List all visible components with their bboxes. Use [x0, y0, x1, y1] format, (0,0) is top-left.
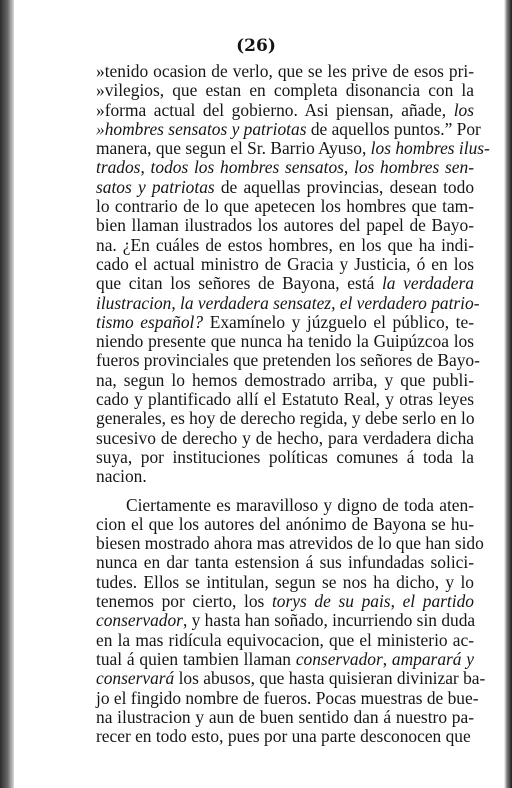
- italic-text: el partido: [402, 591, 474, 612]
- text-segment: niendo presente que nunca ha tenido la Guipúzcoa los: [96, 331, 474, 352]
- italic-text: ilustracion, la verdadera sensatez, el verdadero patrio-: [96, 292, 480, 313]
- italic-text: amparará y: [391, 648, 475, 669]
- text-segment: na ilustracion y aun de buen sentido dan á nuestro pa-: [96, 706, 474, 727]
- text-segment: que citan los señores de Bayona, está: [96, 273, 382, 294]
- text-line: [96, 350, 480, 371]
- text-segment: en la mas ridícula equivocacion, que el ministerio ac-: [96, 629, 474, 650]
- italic-text: todos los hombres sensatos: [150, 157, 344, 178]
- text-segment: fueros provinciales que pretenden los señores de Bayo-: [96, 350, 480, 371]
- text-line: [96, 592, 474, 611]
- text-line: [96, 118, 481, 139]
- text-line: [96, 650, 474, 669]
- text-line: [96, 515, 474, 534]
- text-line: [96, 216, 474, 235]
- italic-text: »hombres sensatos y patriotas: [96, 118, 307, 139]
- text-segment: de aquellas provincias, desean todo: [214, 176, 475, 197]
- text-segment: lo contrario de lo que apetecen los hombres que tam-: [96, 196, 474, 217]
- text-line: [96, 255, 474, 274]
- text-segment: nunca en dar tanta estension á sus infundadas solici-: [96, 552, 474, 573]
- text-segment: tenemos por cierto, los: [96, 591, 272, 612]
- text-segment: tual á quien tambien llaman: [96, 648, 296, 669]
- text-line: [96, 727, 474, 746]
- text-line: [96, 668, 486, 689]
- text-segment: los abusos, que hasta quisieran divinizar ba-: [174, 668, 486, 689]
- text-segment: cado el actual ministro de Gracia y Justicia, ó en los: [96, 253, 474, 274]
- text-segment: biesen mostrado ahora mas atrevidos de lo que han sido: [96, 533, 484, 554]
- italic-text: los hombres ilus-: [370, 138, 490, 159]
- italic-text: satos y patriotas: [96, 176, 215, 197]
- text-line: [96, 81, 474, 100]
- text-line: [96, 390, 474, 409]
- text-segment: generales, es hoy de derecho regida, y debe serlo en lo: [96, 408, 475, 429]
- text-line: [96, 101, 474, 120]
- text-segment: nacion.: [96, 466, 147, 487]
- text-segment: »tenido ocasion de verlo, que se les prive de esos pri-: [96, 61, 474, 81]
- text-segment: cion el que los autores del anónimo de Bayona se hu-: [96, 513, 474, 534]
- paragraph: [96, 61, 490, 487]
- text-line: [96, 448, 474, 467]
- text-line: [96, 429, 474, 448]
- text-line: [96, 631, 474, 650]
- text-line: [96, 409, 474, 428]
- text-line: [96, 467, 474, 486]
- text-segment: na, segun lo hemos demostrado arriba, y que publi-: [96, 369, 474, 390]
- text-segment: »vilegios, que estan en completa disonancia con la: [96, 80, 474, 101]
- italic-text: tismo español?: [96, 311, 204, 332]
- body-text: [96, 61, 490, 747]
- text-line: [96, 138, 490, 159]
- text-line: [96, 573, 474, 592]
- text-line: [96, 687, 479, 708]
- text-segment: bien llaman ilustrados los autores del papel de Bayo-: [96, 215, 474, 236]
- text-line: [96, 553, 474, 572]
- paragraph: [96, 494, 486, 747]
- text-line: [96, 292, 480, 313]
- text-line: [96, 496, 474, 515]
- text-line: [96, 274, 474, 293]
- italic-text: torys de su pais: [271, 591, 391, 612]
- text-line: [96, 611, 474, 630]
- text-segment: ,: [140, 157, 151, 178]
- text-line: [96, 708, 474, 727]
- text-segment: sucesivo de derecho y de hecho, para verdadera dicha: [96, 427, 474, 448]
- italic-text: los: [453, 99, 474, 120]
- text-line: [96, 332, 474, 351]
- italic-text: la verdadera: [381, 273, 474, 294]
- text-segment: »forma actual del gobierno. Asi piensan, añade,: [96, 99, 454, 120]
- text-segment: ,: [343, 157, 355, 178]
- text-line: [96, 236, 474, 255]
- text-segment: ,: [390, 591, 403, 612]
- text-line: [96, 371, 474, 390]
- text-segment: , y hasta han soñado, incurriendo sin duda: [182, 610, 476, 631]
- text-line: [96, 62, 474, 81]
- italic-text: trados: [96, 157, 141, 178]
- italic-text: los hombres sen-: [354, 157, 475, 178]
- text-segment: ,: [382, 648, 392, 669]
- text-line: [96, 533, 484, 554]
- text-line: [96, 158, 474, 177]
- text-segment: cado y plantificado allí el Estatuto Real, y otras leyes: [96, 389, 474, 410]
- italic-text: conservador: [96, 610, 183, 631]
- italic-text: conservador: [295, 648, 383, 669]
- page-number: (26): [236, 36, 276, 56]
- text-segment: Examínelo y júzguelo el público, te-: [203, 311, 475, 332]
- text-segment: recer en todo esto, pues por una parte desconocen que: [96, 726, 471, 747]
- text-segment: suya, por instituciones políticas comunes á toda la: [96, 446, 474, 467]
- text-segment: manera, que segun el Sr. Barrio Ayuso,: [96, 138, 371, 159]
- text-line: [96, 197, 474, 216]
- text-segment: tudes. Ellos se intitulan, segun se nos ha dicho, y lo: [96, 571, 474, 592]
- text-segment: de aquellos puntos.” Por: [306, 118, 481, 139]
- text-segment: Ciertamente es maravilloso y digno de toda aten-: [126, 494, 474, 515]
- italic-text: conservará: [96, 668, 175, 689]
- text-segment: na. ¿En cuáles de estos hombres, en los que ha indi-: [96, 234, 474, 255]
- text-segment: jo el fingido nombre de fueros. Pocas muestras de bue-: [96, 687, 479, 708]
- text-line: [96, 313, 474, 332]
- text-line: [96, 178, 474, 197]
